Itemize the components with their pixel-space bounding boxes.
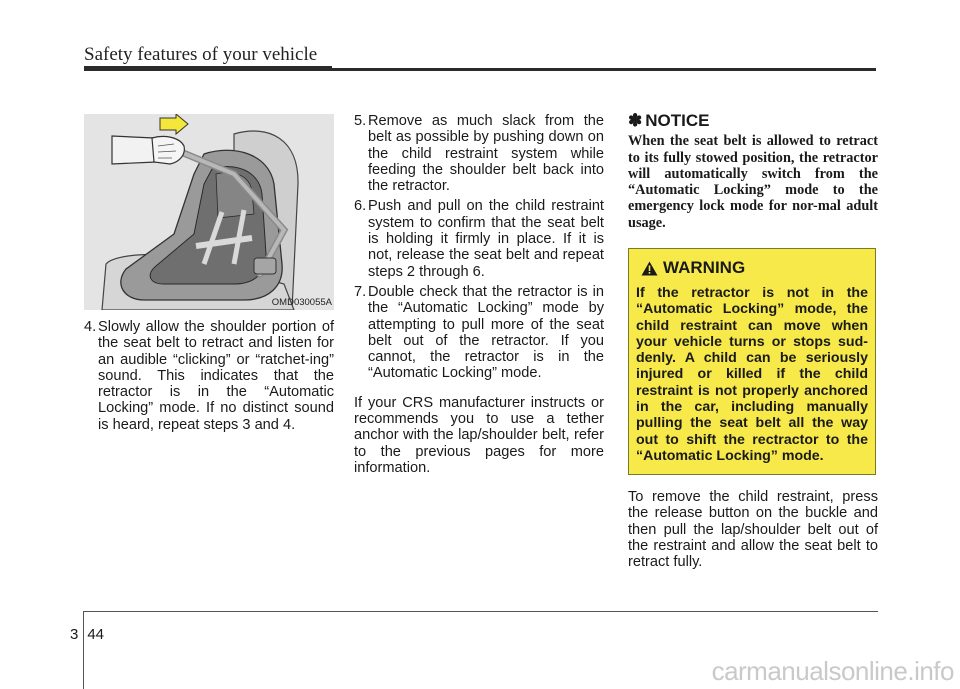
column-left <box>84 319 334 437</box>
step-text: Push and pull on the child restraint system to confirm that the seat belt is holding it firmly in place. If it is not, release the seat belt and repeat steps 2 through 6. <box>368 198 604 280</box>
column-middle <box>354 113 604 476</box>
figure-code: OMD030055A <box>271 297 332 308</box>
page-header-title: Safety features of your vehicle <box>84 44 318 65</box>
page-number-value: 44 <box>87 626 105 643</box>
step-number: 5. <box>354 113 367 129</box>
step-text: Slowly allow the shoulder portion of the seat belt to retract and listen for an audible “clicking” or “ratchet-ing” sound. This indicates that the retractor is in the “Automatic Locking” mode. If no distinct sound is heard, repeat steps 3 and 4. <box>98 319 334 433</box>
header-rule <box>84 68 876 71</box>
notice-heading <box>628 113 878 129</box>
step-number: 7. <box>354 283 367 300</box>
notice-body: When the seat belt is allowed to retract to its fully stowed position, the retractor will automatically switch from the “Automatic Locking” mode to the emergency lock mode for nor-mal adult usage. <box>628 133 878 231</box>
step-text: Remove as much slack from the belt as possible by pushing down on the child restraint system while feeding the shoulder belt back into the retractor. <box>368 113 604 195</box>
warning-triangle-icon <box>641 261 658 276</box>
watermark: carmanualsonline.info <box>711 656 954 686</box>
step-5 <box>354 113 604 194</box>
step-6 <box>354 198 604 279</box>
step-4 <box>84 319 334 433</box>
footer-divider <box>83 612 84 689</box>
step-number: 6. <box>354 198 367 215</box>
step-number: 4. <box>84 319 97 335</box>
warning-title: WARNING <box>663 258 746 277</box>
crs-paragraph: If your CRS manufacturer instructs or recommends you to use a tether anchor with the lap/shoulder belt, refer to the previous pages for more information. <box>354 394 604 476</box>
footer-rule <box>83 611 878 612</box>
warning-body: If the retractor is not in the “Automatic Locking” mode, the child restraint can move when your vehicle turns or stops sud-denly. A child can be seriously injured or killed if the child restraint is not properly anchored in the car, including manually pulling the seat belt all the way out to shift the rectractor to the “Automatic Locking” mode. <box>636 285 868 464</box>
step-7 <box>354 284 604 382</box>
child-seat-drawing <box>84 114 334 310</box>
warning-heading <box>641 258 745 278</box>
step-text: Double check that the retractor is in the “Automatic Locking” mode by attempting to pull more of the seat belt out of the retractor. If you cannot, the retractor is in the “Automatic Locking” mode. <box>368 283 604 382</box>
notice-title: NOTICE <box>645 111 710 130</box>
chapter-number: 3 <box>70 626 79 643</box>
page-number <box>70 626 104 643</box>
warning-box <box>628 248 876 475</box>
notice-symbol-icon: ✽ <box>628 111 643 130</box>
child-seat-illustration <box>84 114 334 310</box>
column-right <box>628 113 878 231</box>
remove-paragraph: To remove the child restraint, press the release button on the buckle and then pull the lap/shoulder belt out of the restraint and allow the seat belt to retract fully. <box>628 489 878 571</box>
